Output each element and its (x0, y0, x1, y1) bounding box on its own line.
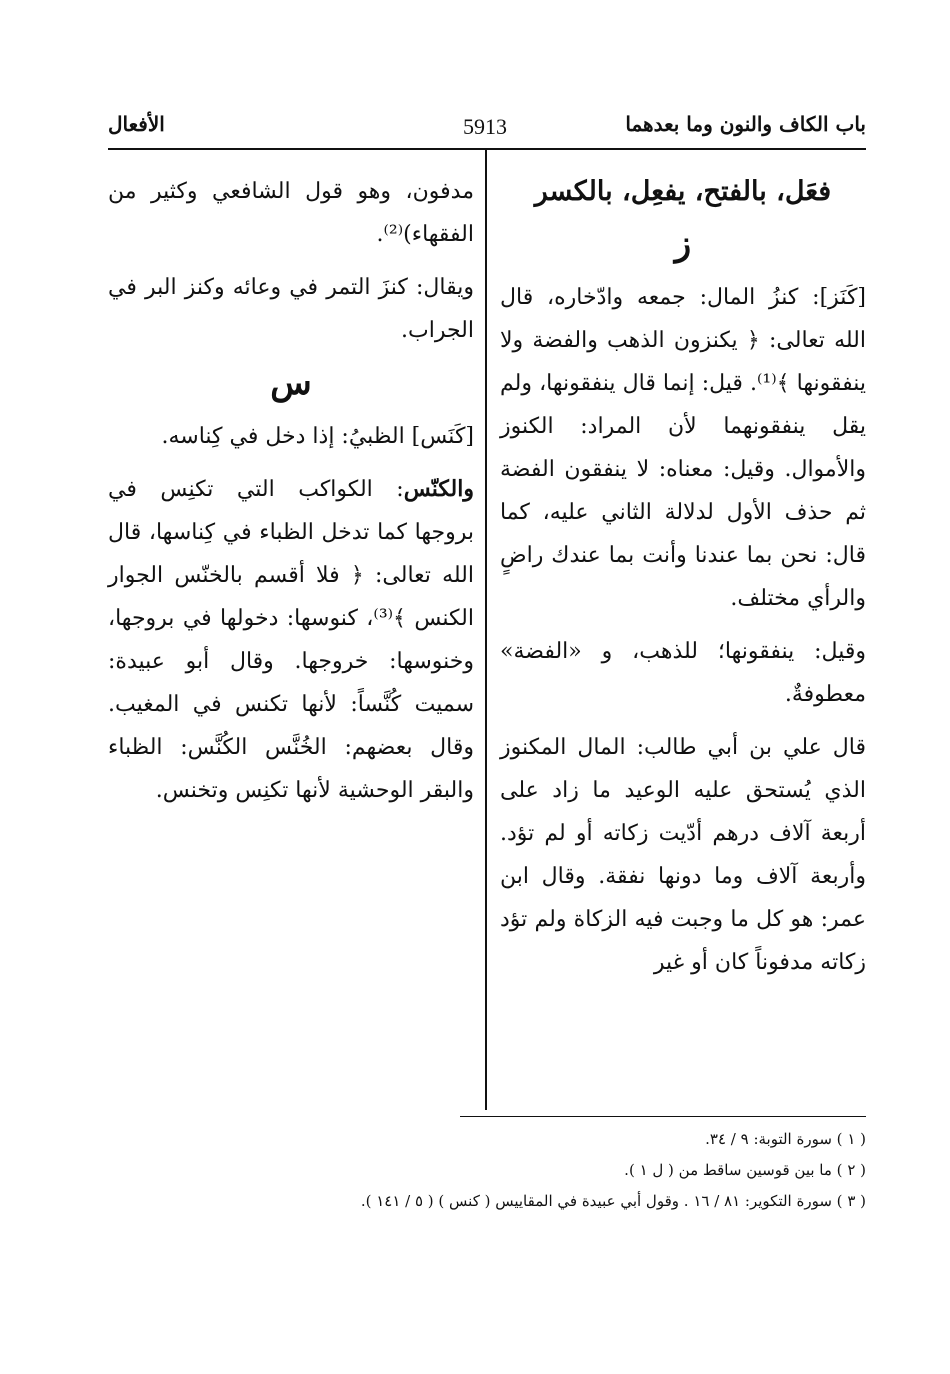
chapter-title: باب الكاف والنون وما بعدهما (625, 112, 866, 136)
section-label: الأفعال (108, 112, 165, 136)
footnote-rule (460, 1116, 866, 1117)
entry-kanas-paragraph: [كَنَس] الظبيُ: إذا دخل في كِناسه. (161, 424, 474, 449)
footnote: ( ١ ) سورة التوبة: ٩ / ٣٤. (705, 1130, 866, 1148)
footnote: ( ٢ ) ما بين قوسين ساقط من ( ل ١ ). (624, 1161, 866, 1179)
header-rule (108, 148, 866, 150)
right-column (500, 170, 866, 994)
paragraph: وقيل: ينفقونها؛ للذهب، و «الفضة» معطوفةٌ. (500, 639, 866, 707)
letter-heading-zay: ز (674, 224, 692, 264)
page-number: 5913 (463, 114, 507, 139)
definition-text: : الكواكب التي تكنِس في بروجها كما تدخل الظباء في كِناسها، قال الله تعالى: ﴿ فلا أقسم بالخنّس الجوار الكنس ﴾⁽³⁾، كنوسها: دخولها في بروجها، وخنوسها: خروجها. وقال أبو عبيدة: سميت كُنَّساً: لأنها تكنس في المغيب. وقال بعضهم: الخُنَّس الكُنَّس: الظباء والبقر الوحشية لأنها تكنِس وتخنس. (108, 477, 474, 803)
headword: والكنّس (403, 476, 474, 502)
paragraph: مدفون، وهو قول الشافعي وكثير من الفقهاء)⁽²⁾. (108, 179, 474, 247)
paragraph: قال علي بن أبي طالب: المال المكنوز الذي يُستحق عليه الوعيد ما زاد على أربعة آلاف درهم أدّيت زكاته أو لم تؤد. وأربعة آلاف وما دونها نفقة. وقال ابن عمر: هو كل ما وجبت فيه الزكاة ولم تؤد زكاته مدفوناً كان أو غير (500, 735, 866, 975)
column-divider (485, 150, 487, 1110)
paragraph (108, 468, 474, 812)
section-heading: فعَل، بالفتح، يفعِل، بالكسر (534, 176, 832, 207)
footnote: ( ٣ ) سورة التكوير: ٨١ / ١٦ . وقول أبي عبيدة في المقاييس ( كنس ) ( ٥ / ١٤١ ). (360, 1192, 866, 1210)
left-column (108, 170, 474, 822)
paragraph: ويقال: كنزَ التمر في وعائه وكنز البر في الجراب. (108, 275, 474, 343)
entry-kanaz-paragraph: [كَنَز]: كنزُ المال: جمعه وادّخاره، قال الله تعالى: ﴿ يكنزون الذهب والفضة ولا ينفقونها ﴾⁽¹⁾. قيل: إنما قال ينفقونها، ولم يقل ينفقونهما لأن المراد: الكنوز والأموال. وقيل: معناه: لا ينفقون الفضة ثم حذف الأول لدلالة الثاني عليه، كما قال: نحن بما عندنا وأنت بما عندك راضٍ والرأي مختلف. (500, 285, 866, 611)
footnotes (86, 1124, 866, 1217)
running-header (108, 108, 866, 148)
letter-heading-sin: س (270, 363, 312, 403)
